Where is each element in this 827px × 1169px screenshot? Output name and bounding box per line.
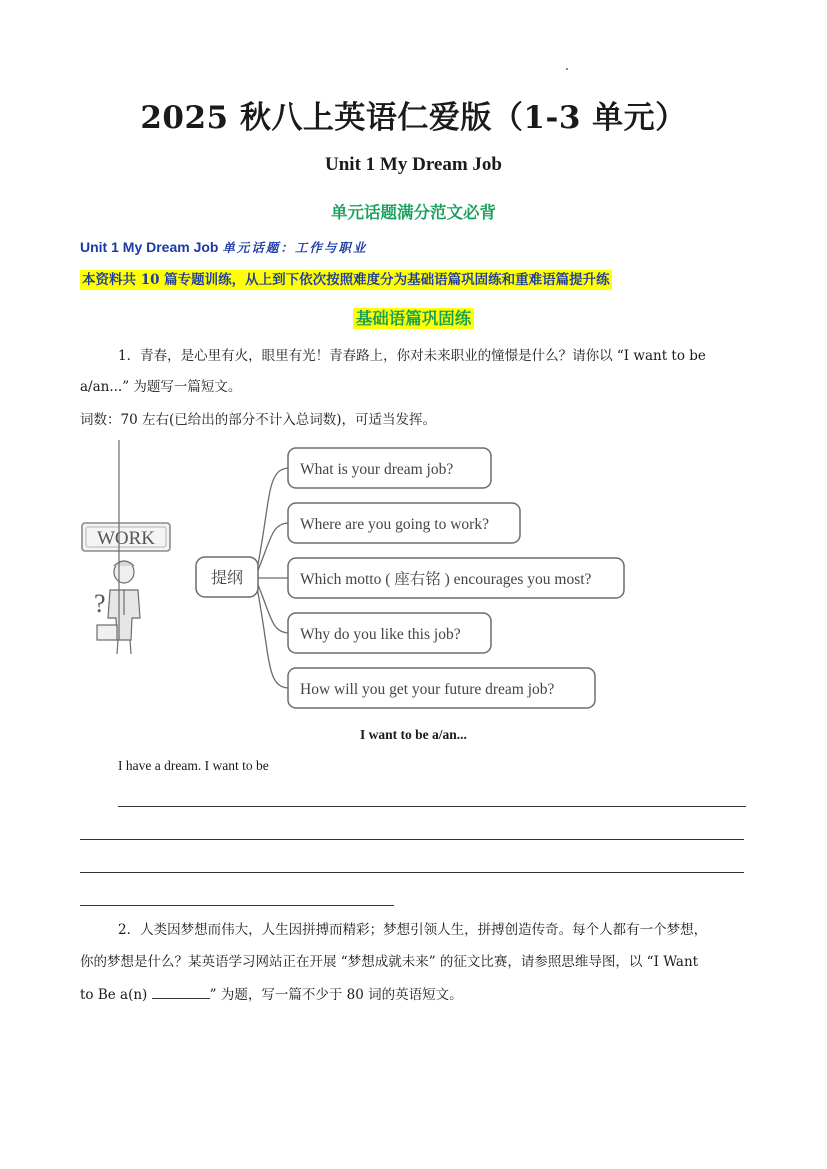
writing-line[interactable] xyxy=(80,839,744,840)
question-node-3 xyxy=(288,558,624,598)
question-text-1: What is your dream job? xyxy=(300,461,454,478)
question-node-5 xyxy=(288,668,595,708)
question-node-1 xyxy=(288,448,491,488)
work-sign-text: WORK xyxy=(96,528,156,549)
mind-map-figure xyxy=(76,440,636,720)
notice-banner: 本资料共 10 篇专题训练，从上到下依次按照难度分为基础语篇巩固练和重难语篇提升练 xyxy=(82,272,610,288)
question-node-4 xyxy=(288,613,491,653)
q1-line-1: 1．青春，是心里有火，眼里有光！青春路上，你对未来职业的憧憬是什么？请你以 “I want to be xyxy=(118,348,706,364)
corner-mark xyxy=(566,68,568,70)
question-mark-icon: ? xyxy=(94,589,106,618)
title-blank[interactable] xyxy=(152,985,210,999)
question-text-5: How will you get your future dream job? xyxy=(300,681,555,698)
question-text-4: Why do you like this job? xyxy=(300,626,461,643)
outline-center-label: 提纲 xyxy=(210,570,244,587)
q2-line-3 xyxy=(80,985,463,1005)
outline-center-node xyxy=(196,557,258,597)
writing-line[interactable] xyxy=(80,905,394,906)
writing-line[interactable] xyxy=(80,872,744,873)
unit-title: Unit 1 My Dream Job xyxy=(325,154,502,175)
q2-line-1: 2．人类因梦想而伟大，人生因拼搏而精彩；梦想引领人生，拼搏创造传奇。每个人都有一个梦想， xyxy=(118,922,708,938)
topic-script: 单元话题：工作与职业 xyxy=(222,240,368,255)
page-title: 2025 秋八上英语仁爱版（1-3 单元） xyxy=(140,100,687,136)
q1-line-2: a/an...” 为题写一篇短文。 xyxy=(80,379,242,395)
basic-heading-text: 基础语篇巩固练 xyxy=(353,308,475,329)
question-text-2: Where are you going to work? xyxy=(300,516,489,533)
essay-title: I want to be a/an... xyxy=(360,727,467,742)
question-node-2 xyxy=(288,503,520,543)
basic-heading xyxy=(0,305,827,329)
topic-label: Unit 1 My Dream Job xyxy=(80,239,219,255)
topic-line xyxy=(80,238,367,256)
connector-lines xyxy=(256,468,288,688)
q2-line-2: 你的梦想是什么？某英语学习网站正在开展 “梦想成就未来” 的征文比赛，请参照思维导图，以 “I Want xyxy=(80,954,699,970)
question-text-3: Which motto ( 座右铭 ) encourages you most? xyxy=(300,571,592,588)
essay-start: I have a dream. I want to be xyxy=(118,758,269,773)
q1-line-3: 词数：70 左右(已给出的部分不计入总词数)，可适当发挥。 xyxy=(80,412,437,428)
q2-line-3-start: to Be a(n) xyxy=(80,987,148,1003)
section-title: 单元话题满分范文必背 xyxy=(331,203,496,222)
q2-line-3-end: ” 为题，写一篇不少于 80 词的英语短文。 xyxy=(209,987,463,1003)
work-sign xyxy=(82,523,170,551)
writing-line[interactable] xyxy=(118,806,746,807)
